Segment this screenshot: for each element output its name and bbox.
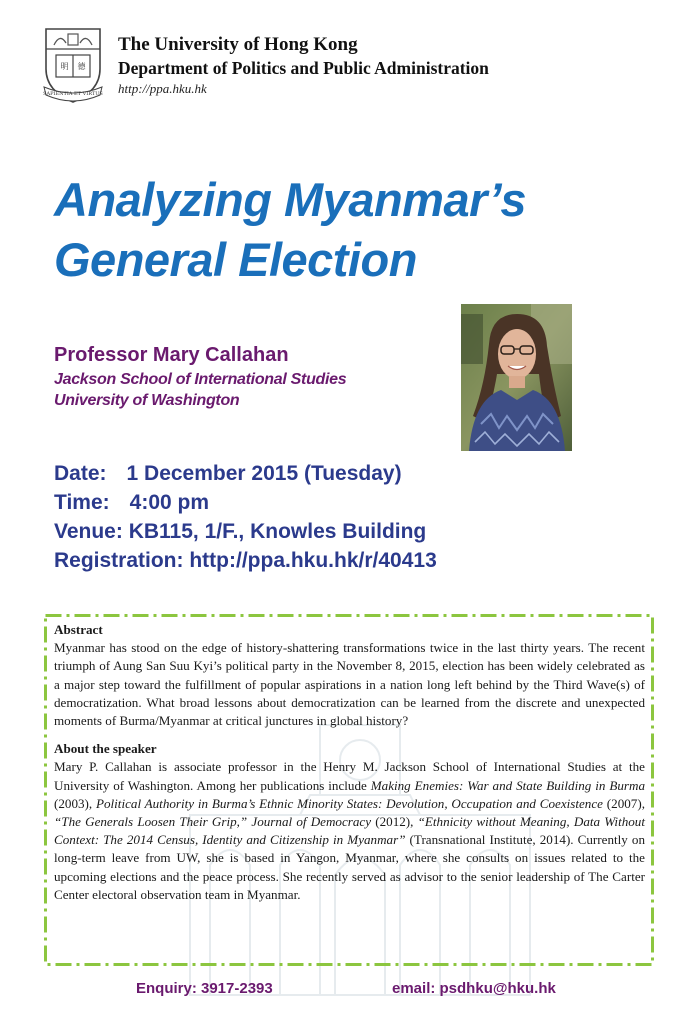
event-date: Date: 1 December 2015 (Tuesday) [54,462,402,485]
department-name: Department of Politics and Public Administration [118,58,489,78]
abstract-text: Myanmar has stood on the edge of history-shattering transformations twice in the last thirty years. The recent triumph of Aung San Suu Kyi’s political party in the November 8, 2015, election has been widely celebrated as a major step toward the fulfillment of popular aspirations in a nation long left behind by the Third Wave(s) of democratization. What broad lessons about democratization can be learned from the discrete and unexpected moments of Burma/Myanmar at critical junctures in global history? [54,640,645,729]
event-venue: Venue: KB115, 1/F., Knowles Building [54,520,427,543]
speaker-affiliation-school: Jackson School of International Studies [54,371,347,388]
svg-text:德: 德 [77,62,86,71]
speaker-affiliation-university: University of Washington [54,392,240,409]
event-title-line-2: General Election [54,233,417,286]
enquiry-email[interactable]: email: psdhku@hku.hk [392,980,556,997]
event-title-line-1: Analyzing Myanmar’s [54,173,526,226]
about-speaker-text: Mary P. Callahan is associate professor in the Henry M. Jackson School of International Studies at the University of Washington. Among her publications include Making Enemies: War and State Building in Burma (2003), Political Authority in Burma’s Ethnic Minority States: Devolution, Occupation and Coexistence (2007), “The Generals Loosen Their Grip,” Journal of Democracy (2012), “Ethnicity without Meaning, Data Without Context: The 2014 Census, Identity and Citizenship in Myanmar” (Transnational Institute, 2014). Currently on long-term leave from UW, she is based in Yangon, Myanmar, where she consults on issues related to the upcoming elections and the peace process. She recently served as advisor to the senior leadership of The Carter Center electoral observation team in Myanmar. [54,759,645,902]
abstract-content [54,621,645,904]
event-registration: Registration: http://ppa.hku.hk/r/40413 [54,549,437,572]
enquiry-phone: Enquiry: 3917-2393 [136,980,273,997]
speaker-name: Professor Mary Callahan [54,344,289,366]
svg-text:SAPIENTIA ET VIRTUS: SAPIENTIA ET VIRTUS [43,91,103,97]
department-url[interactable]: http://ppa.hku.hk [118,81,207,96]
svg-text:明: 明 [60,62,69,71]
registration-link[interactable]: http://ppa.hku.hk/r/40413 [189,549,437,572]
university-crest-icon [40,25,106,105]
event-time: Time: 4:00 pm [54,491,210,514]
speaker-photo [461,304,572,451]
abstract-heading: Abstract [54,622,103,637]
about-speaker-heading: About the speaker [54,741,157,757]
university-name: The University of Hong Kong [118,34,358,55]
